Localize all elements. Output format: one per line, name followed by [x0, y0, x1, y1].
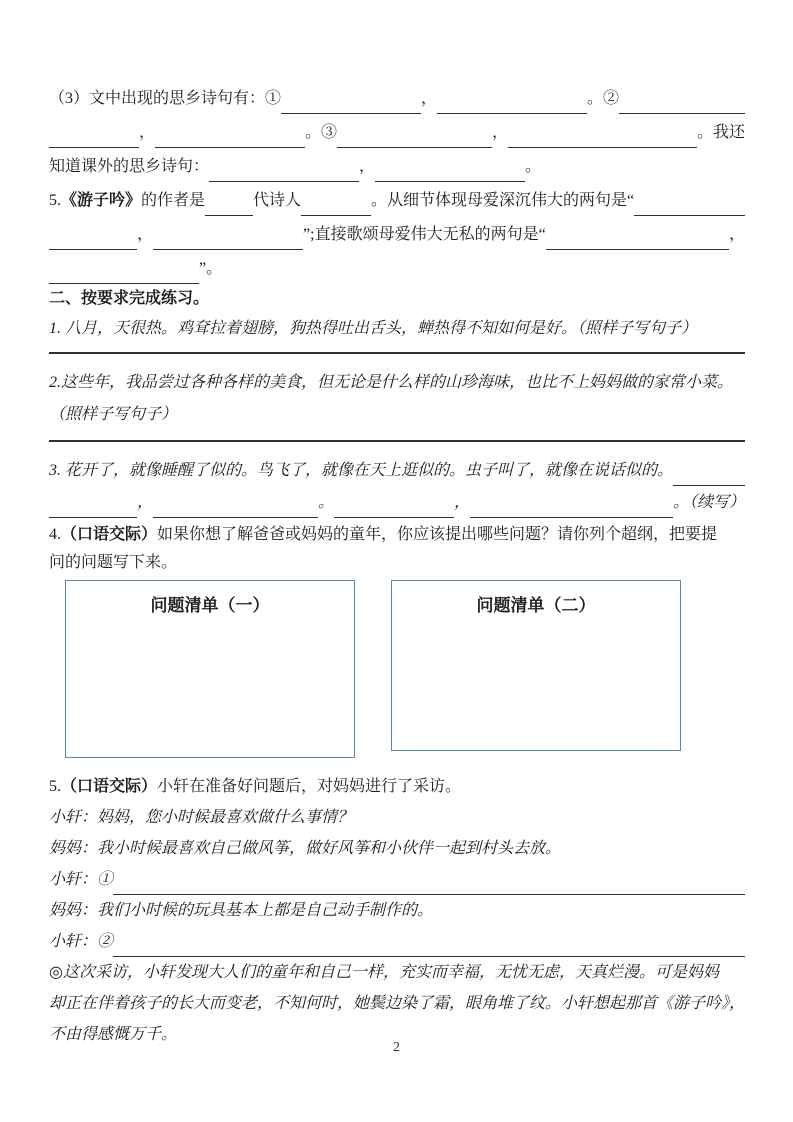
blank-underline [375, 158, 525, 182]
comma: ， [728, 226, 745, 243]
exercise-4-line-2 [49, 550, 745, 578]
blank-underline [634, 192, 745, 216]
question-list-box-2 [391, 580, 681, 751]
blank-underline [209, 158, 359, 182]
question-number: 5. [49, 192, 61, 209]
exercise-4-text: 如果你想了解爸爸或妈妈的童年，你应该提出哪些问题？请你列个超纲，把要提 [157, 526, 718, 543]
blank-underline [470, 494, 673, 518]
question-5-text-b: 代诗人 [253, 192, 302, 209]
question-number: 5. [49, 778, 61, 795]
dialog-text: 妈妈：我们小时候的玩具基本上都是自己动手制作的。 [49, 902, 434, 919]
exercise-3-line-2 [49, 486, 745, 518]
blank-underline [508, 124, 697, 148]
blank-underline [153, 226, 303, 250]
oral-communication-tag: （口语交际） [61, 526, 158, 543]
comma: ， [137, 494, 154, 511]
blank-underline [49, 226, 137, 250]
blank-underline [113, 933, 745, 957]
blank-underline [619, 90, 745, 114]
dialog-text: 小轩：① [49, 871, 114, 888]
note-line-1 [49, 957, 745, 988]
blank-underline [49, 494, 137, 518]
exercise-3-continue-hint: 。（续写） [672, 494, 745, 511]
exercise-2-text: 2.这些年，我品尝过各种各样的美食，但无论是什么样的山珍海味，也比不上妈妈做的家常小菜。 [49, 374, 734, 391]
question-list-1-title: 问题清单（一） [150, 596, 270, 615]
oral-communication-tag: （口语交际） [61, 778, 158, 795]
closing-quote: ”。 [199, 260, 223, 277]
blank-underline [153, 494, 318, 518]
blank-underline [49, 124, 139, 148]
note-line-2 [49, 988, 745, 1019]
blank-underline [113, 871, 745, 895]
section-2-heading [49, 284, 745, 314]
comma: ， [454, 494, 471, 511]
blank-underline [205, 192, 253, 216]
question-5-text-c: 。从细节体现母爱深沉伟大的两句是“ [371, 192, 635, 209]
question-list-box-1 [65, 580, 355, 758]
exercise-4-line-1 [49, 518, 745, 550]
exercise-5-text: 小轩在准备好问题后，对妈妈进行了采访。 [157, 778, 462, 795]
question-list-2-title: 问题清单（二） [476, 596, 596, 615]
blank-underline [334, 494, 454, 518]
exercise-2-line-2 [49, 398, 745, 430]
exercise-2-hint: （照样子写句子） [49, 406, 178, 423]
blank-underline [437, 90, 587, 114]
period: 。 [525, 158, 542, 175]
comma: ， [139, 124, 156, 141]
note-text: 不由得感慨万千。 [49, 1026, 178, 1043]
blank-underline [301, 192, 371, 216]
question-3-line-2 [49, 114, 745, 148]
exercise-5-intro [49, 770, 745, 802]
question-list-boxes [65, 580, 745, 758]
blank-underline [49, 260, 199, 284]
dialog-line-xiaoxuan-1 [49, 802, 745, 833]
section-heading-text: 二、按要求完成练习。 [49, 290, 210, 307]
dialog-text: 妈妈：我小时候最喜欢自己做风筝，做好风筝和小伙伴一起到村头去放。 [49, 840, 562, 857]
exercise-1-line [49, 314, 745, 344]
dialog-text: 小轩：妈妈，您小时候最喜欢做什么事情？ [49, 809, 354, 826]
exercise-1-text: 1. 八月，天很热。鸡耷拉着翅膀，狗热得吐出舌头，蝉热得不知如何是好。（照样子写句子） [49, 320, 698, 337]
exercise-2-line-1 [49, 366, 745, 398]
dialog-line-xiaoxuan-3 [49, 926, 745, 957]
question-number: 4. [49, 526, 61, 543]
blank-underline [673, 462, 745, 486]
question-3-prefix: （3）文中出现的思乡诗句有：① [49, 90, 282, 107]
question-5-text-a: 的作者是 [141, 192, 206, 209]
extra-poem-prompt: 知道课外的思乡诗句： [49, 158, 210, 175]
dialog-text: 小轩：② [49, 933, 114, 950]
note-text: 却正在伴着孩子的长大而变老，不知何时，她鬓边染了霜，眼角堆了纹。小轩想起那首《游子吟》， [49, 995, 745, 1012]
question-5-text-d: ”;直接歌颂母爱伟大无私的两句是“ [303, 226, 546, 243]
blank-underline [546, 226, 729, 250]
comma: ， [492, 124, 509, 141]
dialog-line-mother-2 [49, 895, 745, 926]
comma: ， [421, 90, 438, 107]
question-5-line-2 [49, 216, 745, 250]
blank-underline [281, 90, 421, 114]
exercise-3-line-1 [49, 454, 745, 486]
question-3-mid2: 。③ [305, 124, 338, 141]
answer-rule-line [49, 440, 745, 442]
period: 。 [318, 494, 335, 511]
comma: ， [359, 158, 376, 175]
question-3-line-3 [49, 148, 745, 182]
question-3-tail: 。我还 [696, 124, 745, 141]
exercise-3-text: 3. 花开了，就像睡醒了似的。鸟飞了，就像在天上逛似的。虫子叫了，就像在说话似的。 [49, 462, 674, 479]
dialog-line-mother-1 [49, 833, 745, 864]
question-5-line-3 [49, 250, 745, 284]
comma: ， [137, 226, 154, 243]
blank-underline [337, 124, 492, 148]
answer-rule-line [49, 352, 745, 354]
blank-underline [155, 124, 305, 148]
question-5-line-1 [49, 182, 745, 216]
question-3-line-1 [49, 80, 745, 114]
page-number: 2 [393, 1040, 400, 1055]
question-3-mid: 。② [587, 90, 620, 107]
exercise-4-text-2: 问的问题写下来。 [49, 554, 178, 571]
note-text: ◎这次采访，小轩发现大人们的童年和自己一样，充实而幸福，无忧无虑，天真烂漫。可是妈妈 [49, 964, 719, 981]
dialog-line-xiaoxuan-2 [49, 864, 745, 895]
poem-title: 《游子吟》 [61, 192, 142, 209]
